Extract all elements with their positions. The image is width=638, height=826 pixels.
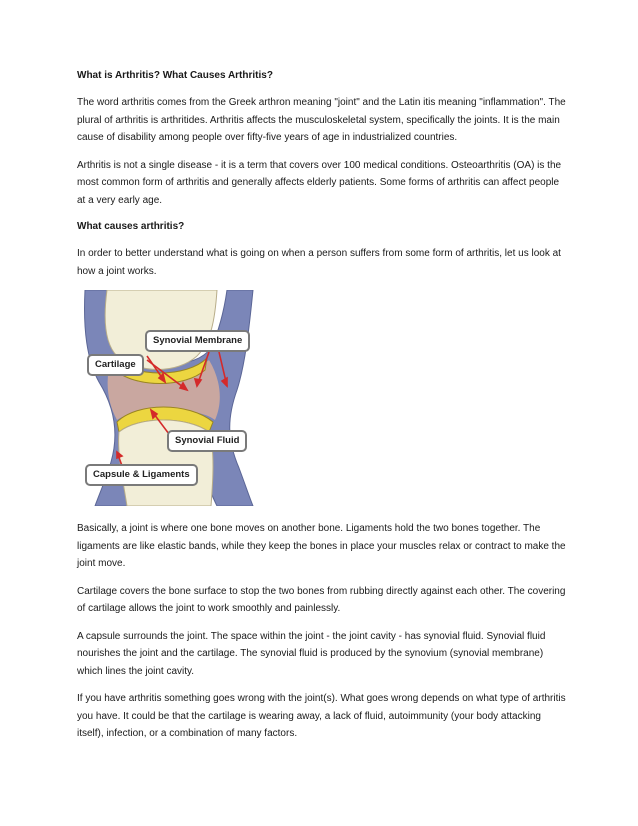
main-heading: What is Arthritis? What Causes Arthritis? — [77, 70, 273, 81]
label-synovial-membrane: Synovial Membrane — [145, 330, 250, 352]
label-cartilage: Cartilage — [87, 354, 144, 376]
paragraph-cartilage: Cartilage covers the bone surface to stop the two bones from rubbing directly against each other. The covering of cartilage allows the joint to work smoothly and painlessly. — [77, 585, 566, 614]
paragraph-joint-basics: Basically, a joint is where one bone moves on another bone. Ligaments hold the two bones together. The ligaments are like elastic bands, while they keep the bones in place your muscles relax or contract to make the joint move. — [77, 523, 566, 569]
paragraph-definition: The word arthritis comes from the Greek arthron meaning "joint" and the Latin itis meaning "inflammation". The plural of arthritis is arthritides. Arthritis affects the musculoskeletal system, specifically the joints. It is the main cause of disability among people over fifty-five years of age in industrialized countries. — [77, 97, 566, 143]
causes-heading: What causes arthritis? — [77, 221, 185, 232]
paragraph-capsule: A capsule surrounds the joint. The space within the joint - the joint cavity - has synovial fluid. Synovial fluid nourishes the joint and the cartilage. The synovial fluid is produced by the synovium (synovial membrane) which lines the joint cavity. — [77, 630, 546, 677]
paragraph-what-goes-wrong: If you have arthritis something goes wrong with the joint(s). What goes wrong depends on what type of arthritis you have. It could be that the cartilage is wearing away, a lack of fluid, autoimmunity (your body attacking itself), infection, or a combination of many factors. — [77, 693, 566, 739]
label-synovial-fluid: Synovial Fluid — [167, 430, 247, 452]
label-capsule-ligaments: Capsule & Ligaments — [85, 464, 198, 486]
paragraph-intro-joint: In order to better understand what is going on when a person suffers from some form of arthritis, let us look at how a joint works. — [77, 248, 561, 277]
paragraph-not-single-disease: Arthritis is not a single disease - it is a term that covers over 100 medical conditions. Osteoarthritis (OA) is the most common form of arthritis and generally affects elderly patients. Some forms of arthritis can affect people at a very early age. — [77, 159, 562, 206]
document-page — [77, 68, 567, 753]
joint-diagram — [77, 290, 277, 506]
